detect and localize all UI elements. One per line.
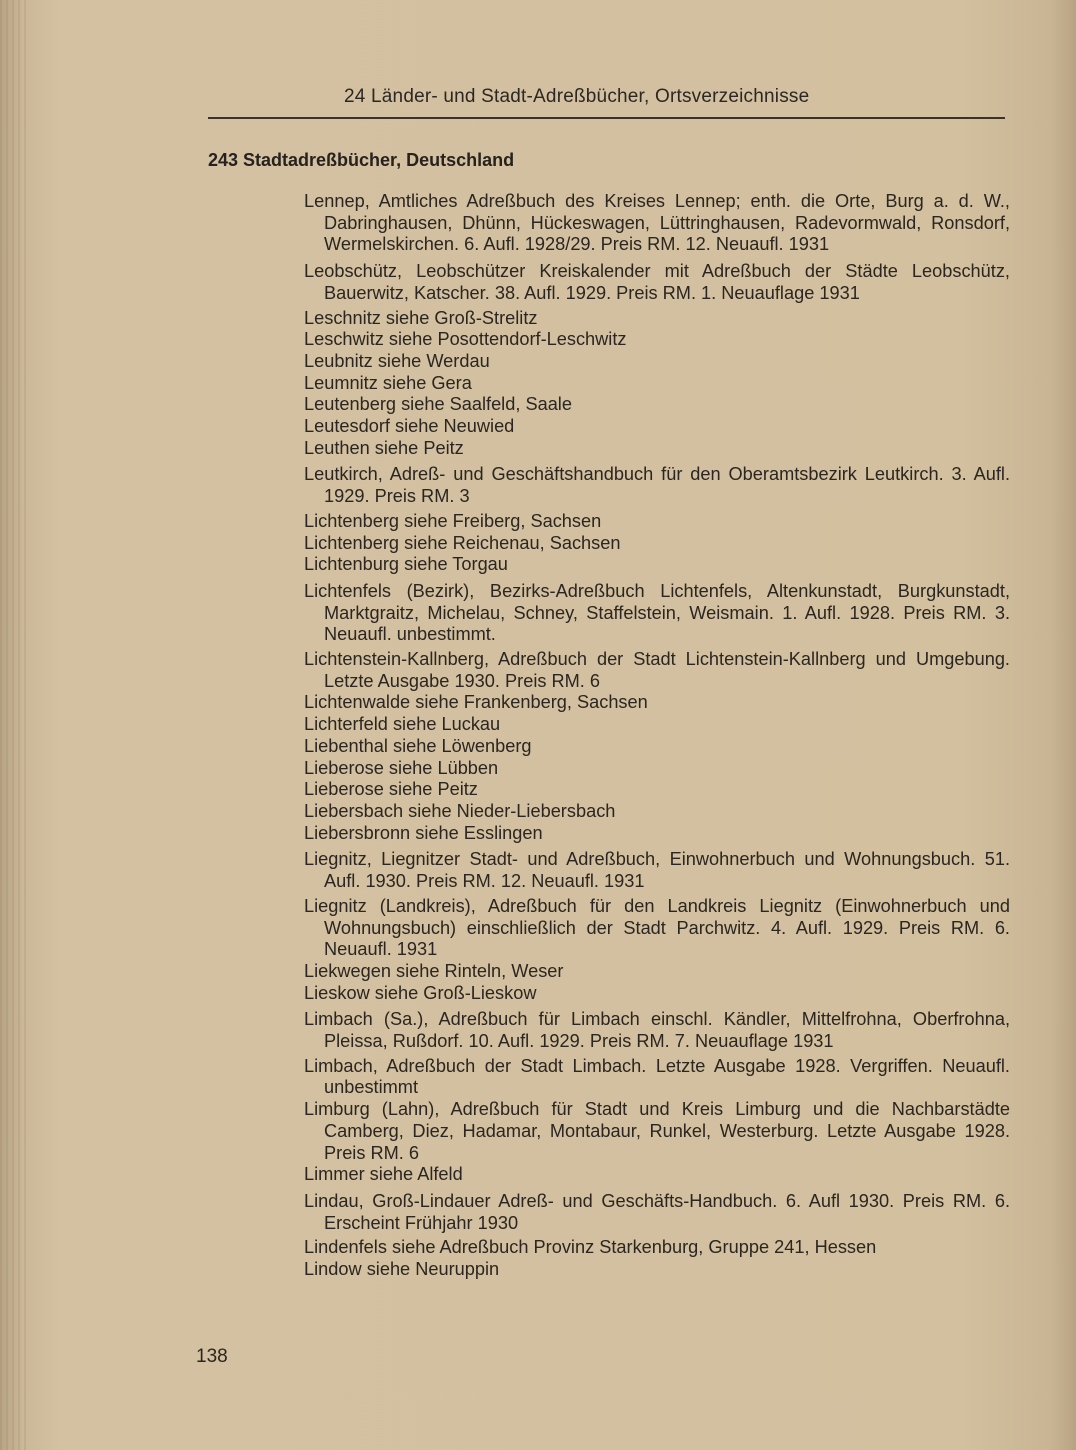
entry-liebersbronn: Liebersbronn siehe Esslingen [304, 822, 543, 843]
entry-lichtenberg-reichenau: Lichtenberg siehe Reichenau, Sachsen [304, 532, 621, 553]
entry-lieskow: Lieskow siehe Groß-Lieskow [304, 982, 537, 1003]
entry-lindenfels: Lindenfels siehe Adreßbuch Provinz Starkenburg, Gruppe 241, Hessen [304, 1237, 877, 1258]
entry-leumnitz: Leumnitz siehe Gera [304, 372, 472, 393]
entry-leobschuetz: Leobschütz, Leobschützer Kreiskalender mit Adreßbuch der Städte Leobschütz, Bauerwitz, Katscher. 38. Aufl. 1929. Preis RM. 1. Neuauflage 1931 [304, 261, 1010, 303]
entry-limburg: Limburg (Lahn), Adreßbuch für Stadt und Kreis Limburg und die Nachbarstädte Camberg, Diez, Hadamar, Montabaur, Runkel, Westerburg. Letzte Ausgabe 1928. Preis RM. 6 [304, 1099, 1010, 1163]
page-number: 138 [196, 1346, 228, 1367]
section-title: 243 Stadtadreßbücher, Deutschland [208, 150, 515, 170]
entry-liegnitz: Liegnitz, Liegnitzer Stadt- und Adreßbuch, Einwohnerbuch und Wohnungsbuch. 51. Aufl. 1930. Preis RM. 12. Neuaufl. 1931 [304, 849, 1010, 892]
entry-leutkirch: Leutkirch, Adreß- und Geschäftshandbuch für den Oberamtsbezirk Leutkirch. 3. Aufl. 1929. Preis RM. 3 [304, 464, 1010, 507]
entry-lennep: Lennep, Amtliches Adreßbuch des Kreises Lennep; enth. die Orte, Burg a. d. W., Dabringhausen, Dhünn, Hückeswagen, Lüttringhausen, Radevormwald, Ronsdorf, Wermelskirchen. 6. Aufl. 1928/29. Preis RM. 12. Neuaufl. 1931 [304, 191, 1010, 255]
entry-leutenberg: Leutenberg siehe Saalfeld, Saale [304, 394, 572, 415]
entry-leschwitz: Leschwitz siehe Posottendorf-Leschwitz [304, 329, 627, 350]
entry-lichtenwalde: Lichtenwalde siehe Frankenberg, Sachsen [304, 692, 648, 713]
entry-lieberose-peitz: Lieberose siehe Peitz [304, 779, 478, 800]
entry-limbach-sa: Limbach (Sa.), Adreßbuch für Limbach einschl. Kändler, Mittelfrohna, Oberfrohna, Pleissa, Rußdorf. 10. Aufl. 1929. Preis RM. 7. Neuauflage 1931 [304, 1009, 1010, 1052]
entry-liegnitz-landkreis: Liegnitz (Landkreis), Adreßbuch für den Landkreis Liegnitz (Einwohnerbuch und Wohnungsbuch) einschließlich der Stadt Parchwitz. 4. Aufl. 1929. Preis RM. 6. Neuaufl. 1931 [304, 895, 1010, 960]
page-binding-edge [0, 0, 26, 1450]
entry-limmer: Limmer siehe Alfeld [304, 1164, 463, 1185]
entry-liebenthal: Liebenthal siehe Löwenberg [304, 735, 532, 756]
entry-lichtenburg: Lichtenburg siehe Torgau [304, 554, 508, 575]
header-rule [208, 117, 1005, 119]
entry-lichtenberg-freiberg: Lichtenberg siehe Freiberg, Sachsen [304, 510, 602, 531]
running-header: 24 Länder- und Stadt-Adreßbücher, Ortsverzeichnisse [344, 86, 810, 107]
entry-liebersbach: Liebersbach siehe Nieder-Liebersbach [304, 800, 616, 821]
entry-leubnitz: Leubnitz siehe Werdau [304, 350, 490, 371]
entry-lichtenfels: Lichtenfels (Bezirk), Bezirks-Adreßbuch Lichtenfels, Altenkunstadt, Burgkunstadt, Marktgraitz, Michelau, Schney, Staffelstein, Weismain. 1. Aufl. 1928. Preis RM. 3. Neuaufl. unbestimmt. [304, 580, 1010, 645]
entry-lindow: Lindow siehe Neuruppin [304, 1259, 500, 1280]
entry-limbach: Limbach, Adreßbuch der Stadt Limbach. Letzte Ausgabe 1928. Vergriffen. Neuaufl. unbestimmt [304, 1055, 1010, 1098]
entry-lichtenstein-kallnberg: Lichtenstein-Kallnberg, Adreßbuch der Stadt Lichtenstein-Kallnberg und Umgebung. Letzte Ausgabe 1930. Preis RM. 6 [304, 649, 1010, 691]
entry-leuthen: Leuthen siehe Peitz [304, 437, 464, 458]
entry-leutesdorf: Leutesdorf siehe Neuwied [304, 416, 515, 437]
entry-liekwegen: Liekwegen siehe Rinteln, Weser [304, 960, 564, 981]
entry-leschnitz: Leschnitz siehe Groß-Strelitz [304, 307, 538, 328]
entry-list [304, 186, 1010, 1281]
entry-lichterfeld: Lichterfeld siehe Luckau [304, 714, 501, 735]
entry-lieberose-luebben: Lieberose siehe Lübben [304, 757, 499, 778]
entry-lindau: Lindau, Groß-Lindauer Adreß- und Geschäfts-Handbuch. 6. Aufl 1930. Preis RM. 6. Erscheint Frühjahr 1930 [304, 1190, 1010, 1233]
